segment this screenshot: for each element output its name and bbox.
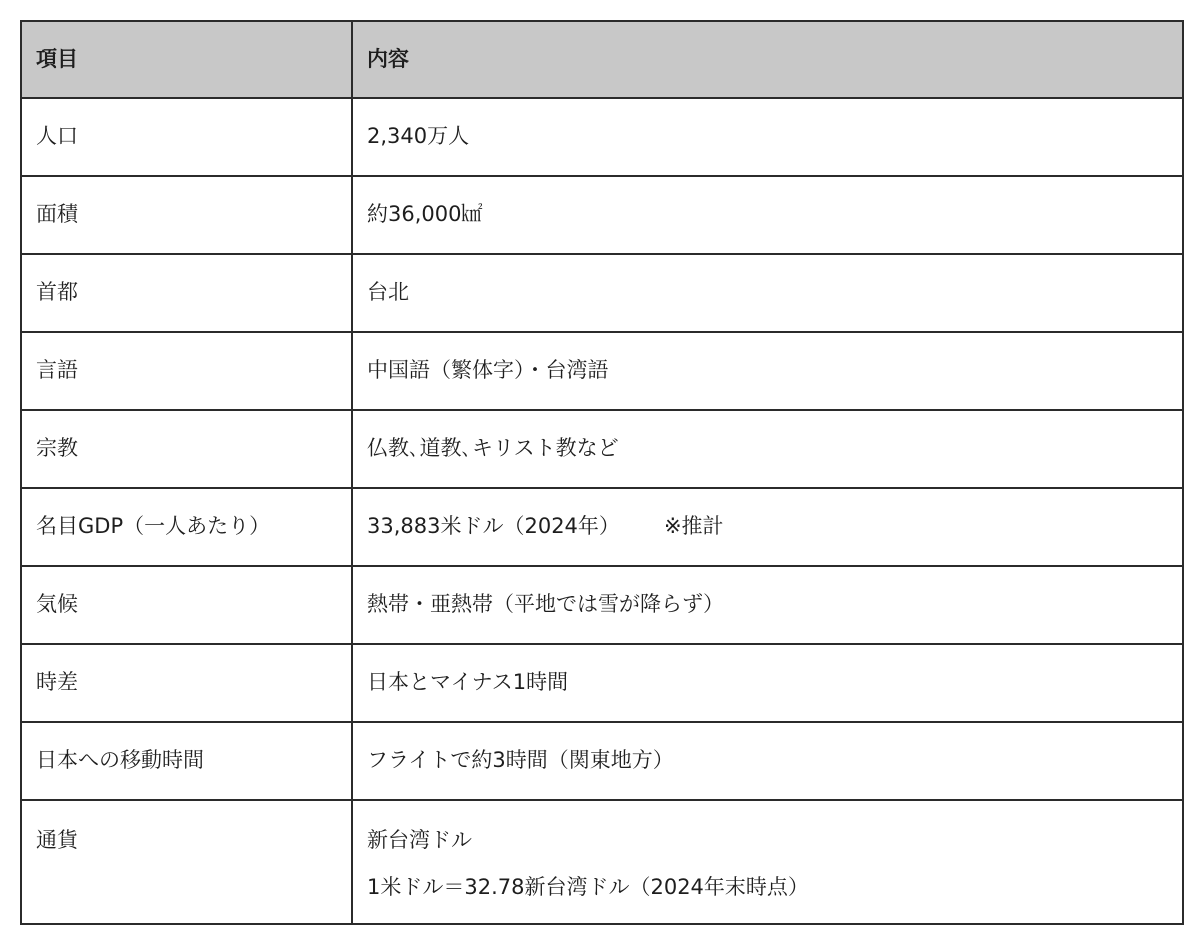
table-row-time-difference	[21, 644, 1183, 722]
row-value: 2,340万人	[352, 98, 1183, 176]
row-value: 日本とマイナス1時間	[352, 644, 1183, 722]
table-header-row	[21, 21, 1183, 98]
row-key: 人口	[21, 98, 352, 176]
row-value-secondary: 1米ドル＝32.78新台湾ドル（2024年末時点）	[367, 875, 809, 900]
table-row-population	[21, 98, 1183, 176]
row-value: 台北	[352, 254, 1183, 332]
row-key: 日本への移動時間	[21, 722, 352, 800]
row-key: 面積	[21, 176, 352, 254]
table-row-capital	[21, 254, 1183, 332]
table-row-currency	[21, 800, 1183, 924]
row-value: 新台湾ドル	[367, 828, 472, 852]
row-value-cell	[352, 488, 1183, 566]
row-note: ※推計	[663, 514, 724, 539]
table-row-religion	[21, 410, 1183, 488]
row-value: 約36,000㎢	[352, 176, 1183, 254]
row-value-cell	[352, 800, 1183, 924]
row-value: フライトで約3時間（関東地方）	[352, 722, 1183, 800]
row-value: 中国語（繁体字）・台湾語	[352, 332, 1183, 410]
row-key: 気候	[21, 566, 352, 644]
taiwan-info-table	[20, 20, 1184, 925]
row-value: 33,883米ドル（2024年）	[367, 514, 620, 539]
row-value: 仏教､道教､キリスト教など	[352, 410, 1183, 488]
table-row-travel-time	[21, 722, 1183, 800]
table-row-area	[21, 176, 1183, 254]
row-key: 首都	[21, 254, 352, 332]
table-row-gdp	[21, 488, 1183, 566]
row-key: 宗教	[21, 410, 352, 488]
row-key: 言語	[21, 332, 352, 410]
row-key: 名目GDP（一人あたり）	[21, 488, 352, 566]
row-key: 通貨	[21, 800, 352, 924]
header-item: 項目	[21, 21, 352, 98]
row-key: 時差	[21, 644, 352, 722]
row-value: 熱帯・亜熱帯（平地では雪が降らず）	[352, 566, 1183, 644]
table-row-climate	[21, 566, 1183, 644]
table-row-language	[21, 332, 1183, 410]
header-content: 内容	[352, 21, 1183, 98]
